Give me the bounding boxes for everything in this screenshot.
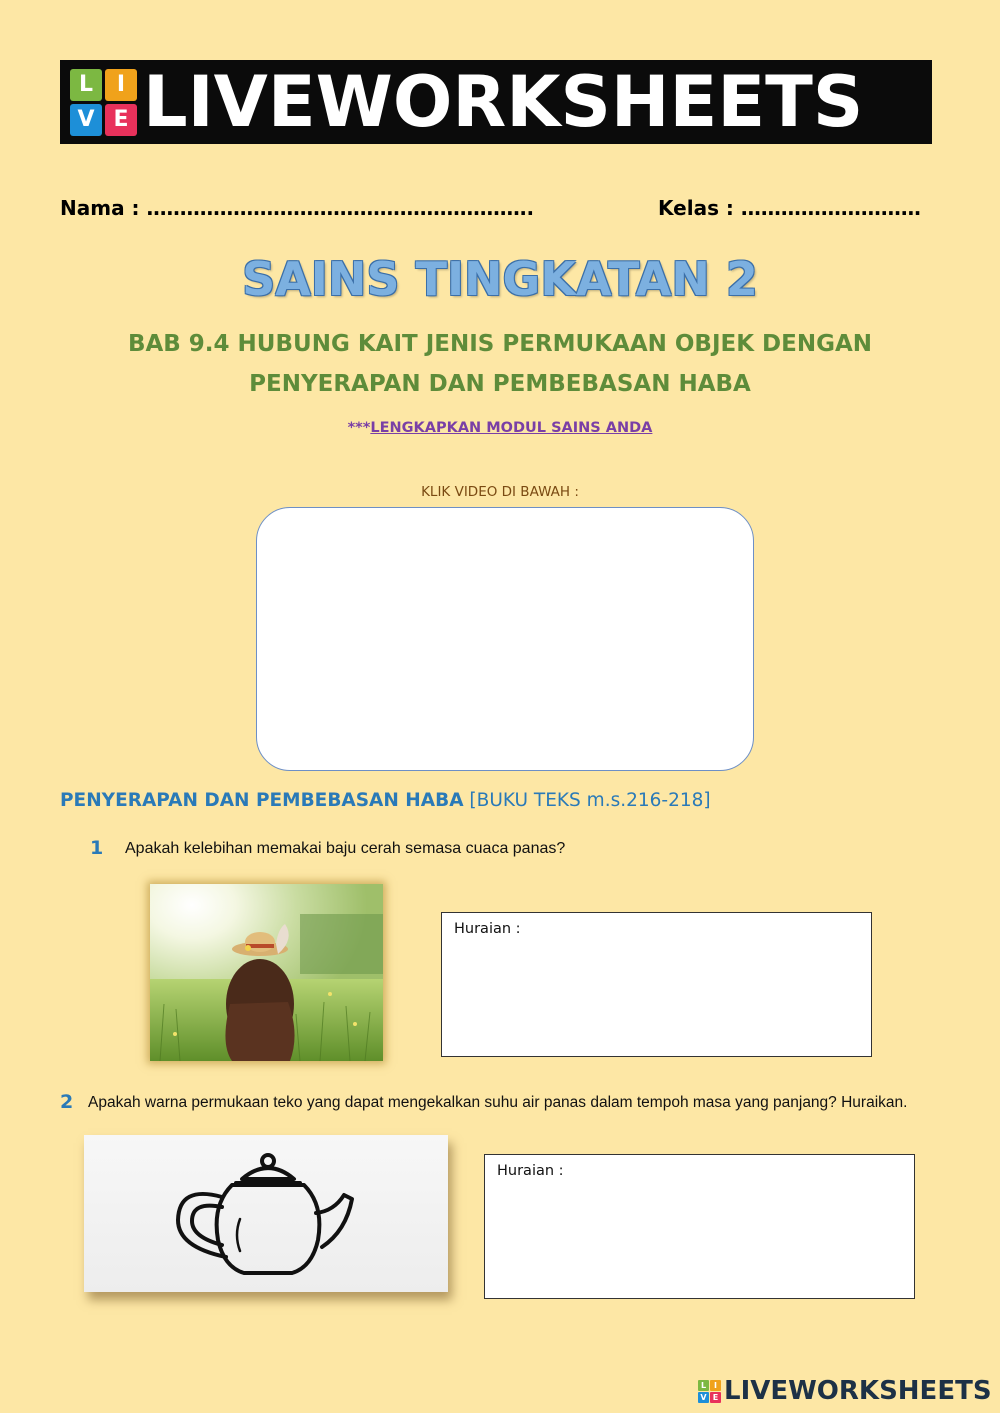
footer-logo-letter: E <box>710 1392 721 1403</box>
page-title: SAINS TINGKATAN 2 <box>242 252 758 306</box>
answer-box-1[interactable] <box>441 912 872 1057</box>
question-1-text: Apakah kelebihan memakai baju cerah semasa cuaca panas? <box>125 840 566 857</box>
section-heading-title: PENYERAPAN DAN PEMBEBASAN HABA <box>60 790 464 811</box>
instruction <box>0 420 1000 436</box>
footer-logo-letter: L <box>698 1380 709 1391</box>
logo-letter: I <box>105 69 137 101</box>
video-embed[interactable] <box>256 507 754 771</box>
name-field[interactable]: Nama : …………………………………………………. <box>60 196 535 220</box>
logo-letter: V <box>70 104 102 136</box>
instruction-prefix: *** <box>347 420 371 436</box>
logo-letter: L <box>70 69 102 101</box>
girl-in-field-image <box>150 884 383 1061</box>
header-banner <box>60 60 932 144</box>
logo-letter: E <box>105 104 137 136</box>
answer-label-2: Huraian : <box>497 1163 564 1179</box>
footer-logo[interactable] <box>698 1376 992 1406</box>
answer-label-1: Huraian : <box>454 921 521 937</box>
chapter-title-line-2: PENYERAPAN DAN PEMBEBASAN HABA <box>249 371 751 397</box>
brand-logo-icon <box>70 69 137 136</box>
chapter-title-line-1: BAB 9.4 HUBUNG KAIT JENIS PERMUKAAN OBJEK DENGAN <box>127 331 873 357</box>
video-label: KLIK VIDEO DI BAWAH : <box>421 484 579 500</box>
brand-wordmark: LIVEWORKSHEETS <box>143 61 864 143</box>
footer-logo-letter: V <box>698 1392 709 1403</box>
section-heading <box>60 790 711 811</box>
module-link[interactable]: LENGKAPKAN MODUL SAINS ANDA <box>370 420 653 436</box>
footer-logo-letter: I <box>710 1380 721 1391</box>
question-2-text: Apakah warna permukaan teko yang dapat mengekalkan suhu air panas dalam tempoh masa yang panjang? Huraikan. <box>88 1094 908 1111</box>
answer-box-2[interactable] <box>484 1154 915 1299</box>
teapot-image <box>84 1135 448 1292</box>
class-field[interactable]: Kelas : ……………………… <box>658 196 921 220</box>
footer-wordmark: LIVEWORKSHEETS <box>724 1376 992 1406</box>
question-1-number: 1 <box>90 837 104 859</box>
question-2-number: 2 <box>60 1091 74 1113</box>
section-heading-reference: [BUKU TEKS m.s.216-218] <box>469 790 711 811</box>
footer-logo-icon <box>698 1380 721 1403</box>
